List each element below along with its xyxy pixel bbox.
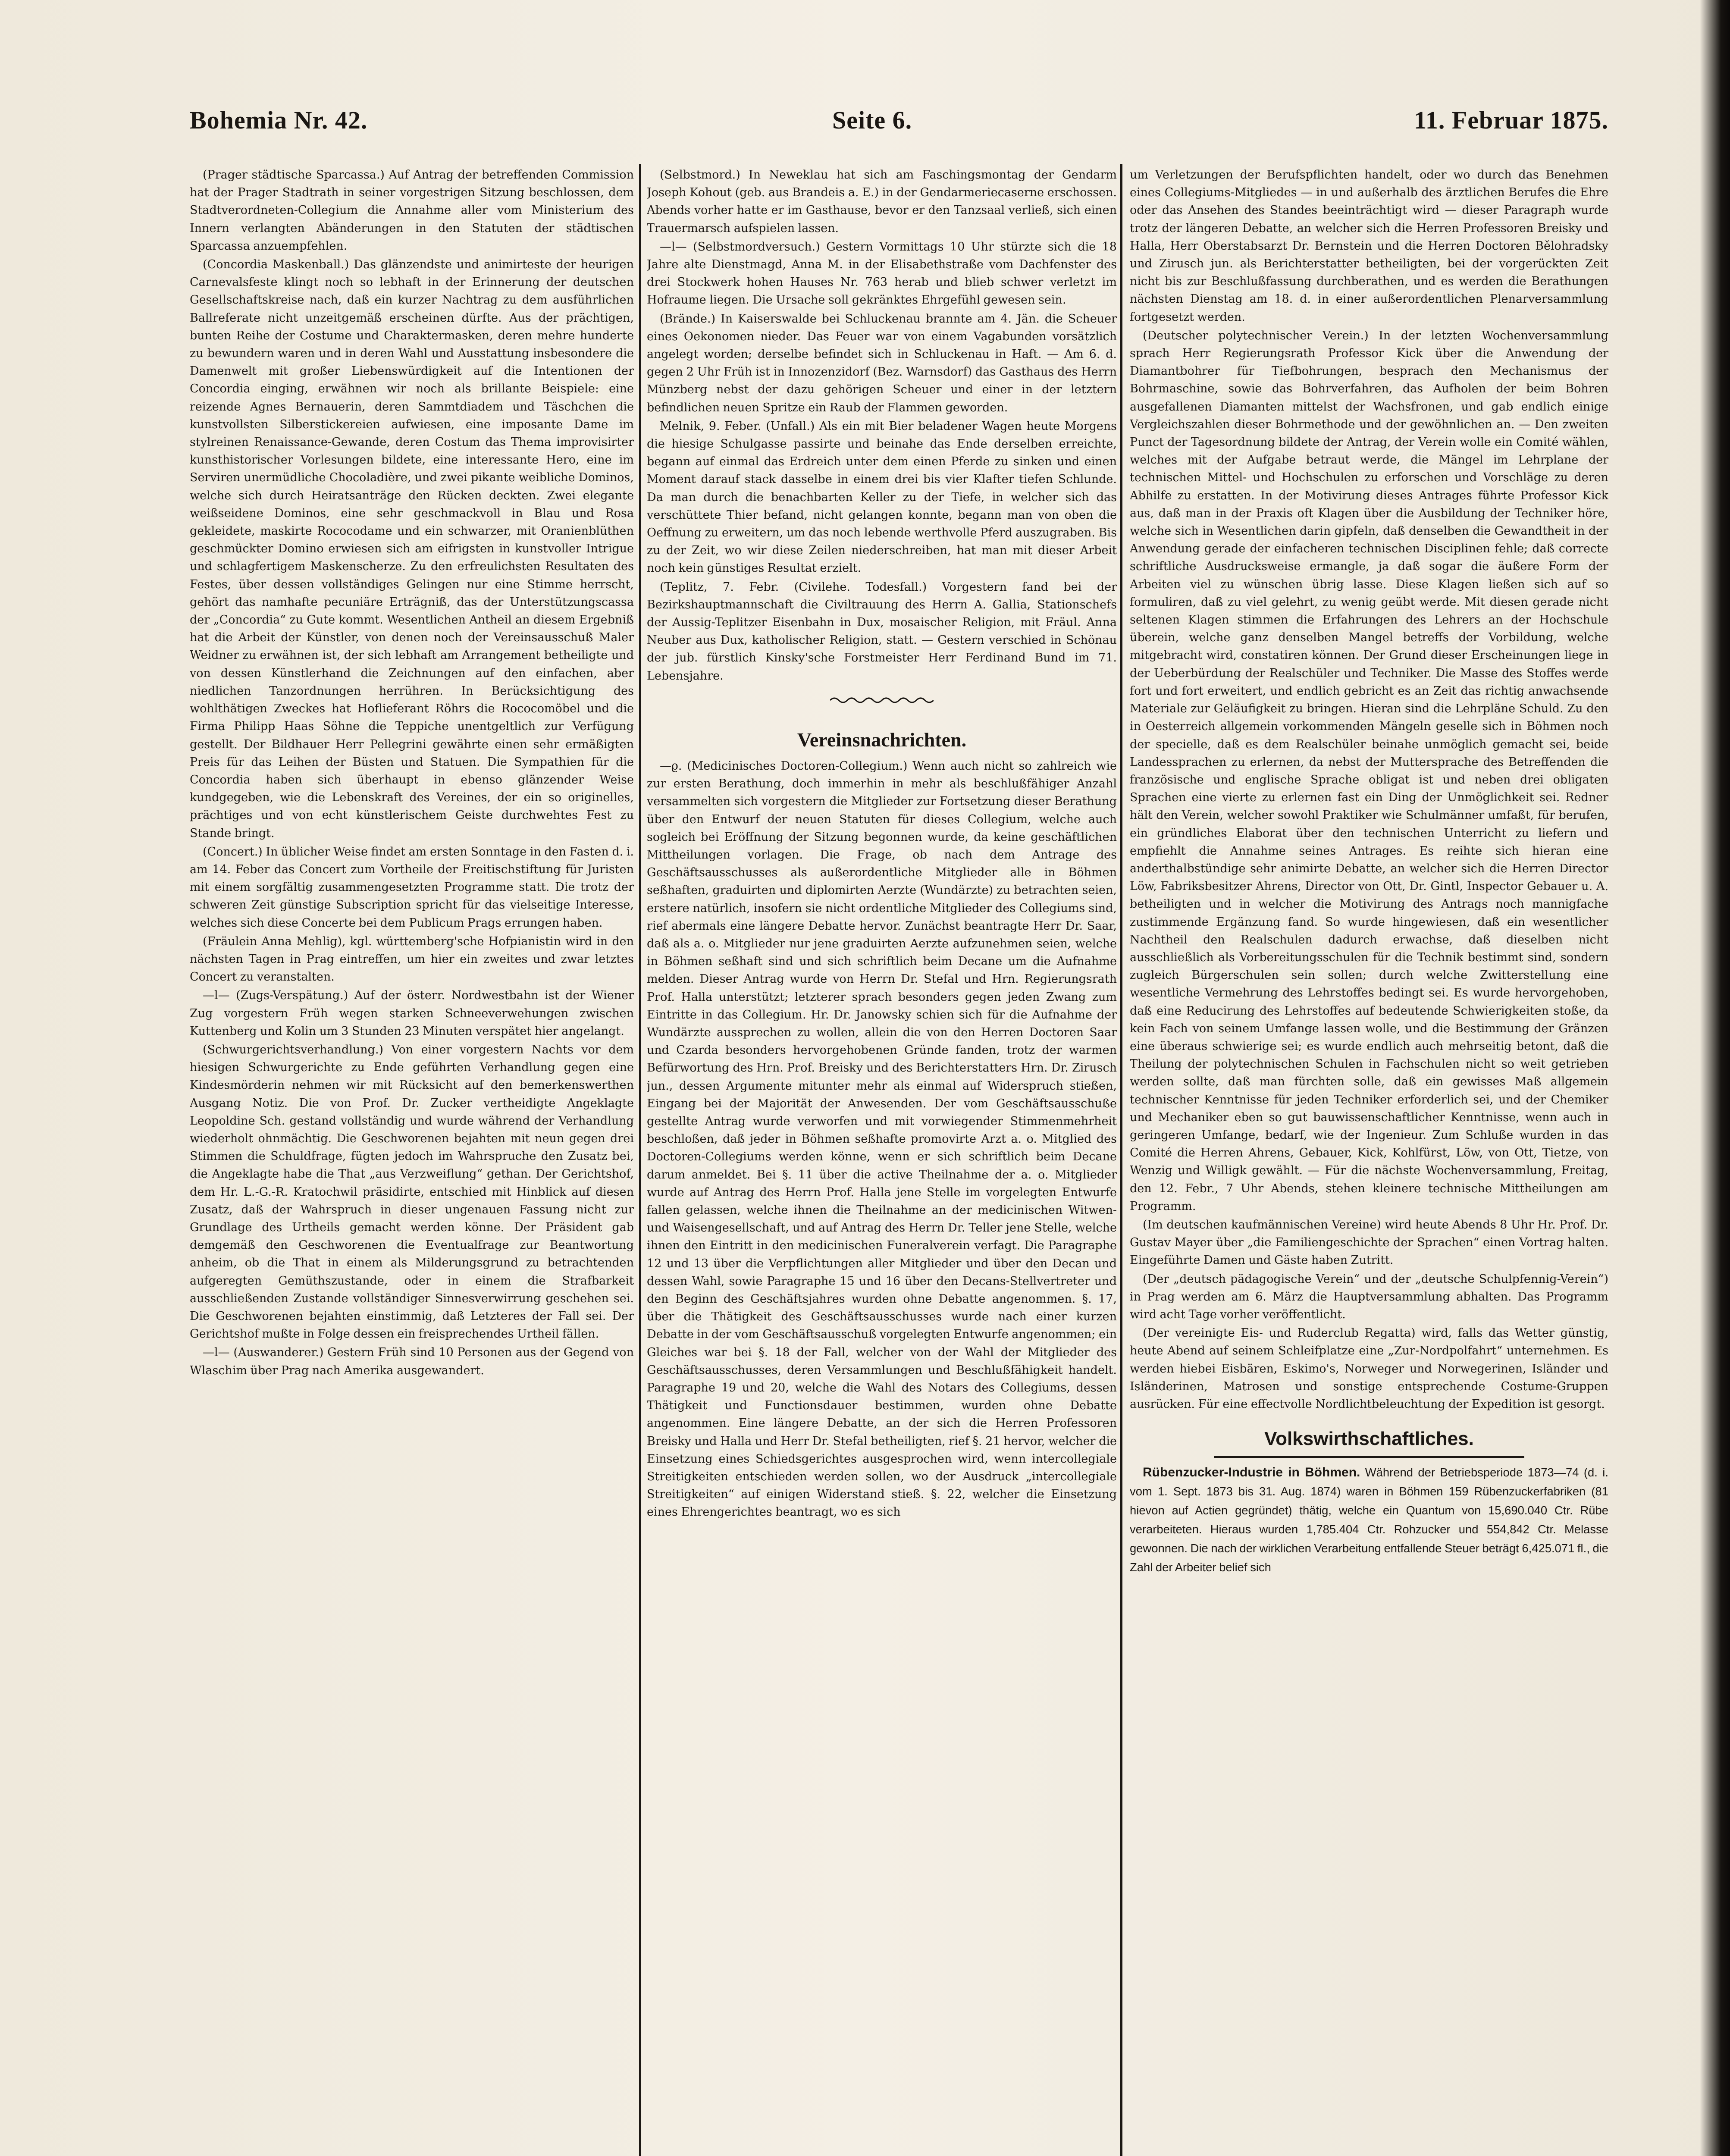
article-fires: (Brände.) In Kaiserswalde bei Schluckenau brannte am 4. Jän. die Scheuer eines Oekonomen nieder. Das Feuer war von einem Vagabunden vorsätzlich angelegt worden; derselbe befindet sich in Schluckenau in Haft. — Am 6. d. gegen 2 Uhr Früh ist in Innozenzidorf (Bez. Warnsdorf) das Gasthaus des Herrn Münzberg nebst der dazu gehörigen Scheuer und einer in der letztern befindlichen neuen Spritze ein Raub der Flammen geworden. [647,312,1117,414]
article-melnik-accident: Melnik, 9. Feber. (Unfall.) Als ein mit Bier beladener Wagen heute Morgens die hiesige Schulgasse passirte und beinahe das Ende derselben erreichte, begann auf einmal das Erdreich unter dem einen Pferde zu sinken und einen Moment darauf stack dasselbe in einem drei bis vier Klafter tiefen Schlunde. Da man durch die benachbarten Keller zu der Tiefe, in welcher sich das verschüttete Thier befand, nicht gelangen konnte, begann man von oben die Oeffnung zu erweitern, um das noch lebende werthvolle Pferd auszugraben. Bis zu der Zeit, wo wir diese Zeilen niederschreiben, hat man mit dieser Arbeit noch kein günstiges Resultat erzielt. [647,419,1117,575]
column-rule-2 [1120,164,1122,2156]
decorative-wave-divider [830,696,934,705]
article-sugar-industry [1130,1463,1608,1577]
masthead-issue: Bohemia Nr. 42. [190,106,368,134]
section-title-underline [1214,1456,1524,1458]
sugar-industry-lead: Rübenzucker-Industrie in Böhmen. [1143,1465,1360,1480]
article-jury-trial: (Schwurgerichtsverhandlung.) Von einer vorgestern Nachts vor dem hiesigen Schwurgerichte zu Ende geführten Verhandlung gegen eine Kindesmörderin nehmen wir mit Rücksicht auf den bemerkenswerthen Ausgang Notiz. Die von Prof. Dr. Zucker vertheidigte Angeklagte Leopoldine Sch. gestand vollständig und wurde während der Verhandlung wiederholt ohnmächtig. Die Geschworenen bejahten mit neun gegen drei Stimmen die Schuldfrage, fügten jedoch im Wahrspruche den Zusatz bei, die Angeklagte habe die That „aus Verzweiflung“ gethan. Der Gerichtshof, dem Hr. L.-G.-R. Kratochwil präsidirte, entschied mit Hinblick auf diesen Zusatz, daß der Wahrspruch in dieser ungenauen Fassung nicht zur Grundlage des Urtheils gemacht werden könne. Der Präsident gab demgemäß den Geschworenen die Eventualfrage zur Beantwortung anheim, ob die That in einem als Milderungsgrund zu betrachtenden aufgeregten Gemüthszustande, oder in einem die Strafbarkeit ausschließenden Zustande vollständiger Sinnesverwirrung geschehen sei. Die Geschworenen bejahten einstimmig, daß Letzteres der Fall sei. Der Gerichtshof mußte in Folge dessen ein freisprechendes Urtheil fällen. [190,1043,634,1341]
article-regatta-club: (Der vereinigte Eis- und Ruderclub Regatta) wird, falls das Wetter günstig, heute Abend auf seinem Schleifplatze eine „Zur-Nordpolfahrt“ unternehmen. Es werden hiebei Eisbären, Eskimo's, Norweger und Norwegerinen, Isländer und Isländerinen, Matrosen und sonstige entsprechende Costume-Gruppen ausrücken. Für eine effectvolle Nordlichtbeleuchtung der Expedition ist gesorgt. [1130,1326,1608,1411]
article-medical-collegium-cont: um Verletzungen der Berufspflichten handelt, oder wo durch das Benehmen eines Collegiums-Mitgliedes — in und außerhalb des ärztlichen Berufes die Ehre oder das Ansehen des Standes beeinträchtigt wird — dieser Paragraph wurde trotz der längeren Debatte, an welcher sich die Herren Professoren Breisky und Halla, Herr Oberstabsarzt Dr. Bernstein und die Herren Doctoren Bělohradsky und Zirusch jun. als Berichterstatter betheiligten, bei der vorgerückten Zeit nicht bis zur Beschlußfassung durchberathen, und es werden die Berathungen nächsten Dienstag am 18. d. in einer außerordentlichen Plenarversammlung fortgesetzt werden. [1130,168,1608,324]
issue-date: 11. Februar 1875. [1414,106,1608,134]
article-prague-savings: (Prager städtische Sparcassa.) Auf Antrag der betreffenden Commission hat der Prager Stadtrath in seiner vorgestrigen Sitzung beschlossen, dem Stadtverordneten-Collegium die Annahme aller vom Ministerium des Innern verlangten Abänderungen in den Statuten der städtischen Sparcassa anzuempfehlen. [190,168,634,253]
section-title-volkswirthschaftliches: Volkswirthschaftliches. [1264,1428,1474,1450]
article-merchants-association: (Im deutschen kaufmännischen Vereine) wird heute Abends 8 Uhr Hr. Prof. Dr. Gustav Mayer über „die Familiengeschichte der Sprachen“ einen Vortrag halten. Eingeführte Damen und Gäste haben Zutritt. [1130,1218,1608,1267]
article-suicide-attempt: —l— (Selbstmordversuch.) Gestern Vormittags 10 Uhr stürzte sich die 18 Jahre alte Dienstmagd, Anna M. in der Elisabethstraße vom Dachfenster des drei Stockwerk hohen Hauses Nr. 763 herab und blieb schwer verletzt im Hofraume liegen. Die Ursache soll gekränktes Ehrgefühl gewesen sein. [647,240,1117,307]
column-1 [190,166,634,2156]
article-emigrants: —l— (Auswanderer.) Gestern Früh sind 10 Personen aus der Gegend von Wlaschim über Prag nach Amerika ausgewandert. [190,1346,634,1377]
article-suicide: (Selbstmord.) In Neweklau hat sich am Faschingsmontag der Gendarm Joseph Kohout (geb. aus Brandeis a. E.) in der Gendarmeriecaserne erschossen. Abends vorher hatte er im Gasthause, bevor er den Tanzsaal verließ, sich einen Trauermarsch aufspielen lassen. [647,168,1117,235]
sugar-industry-body: Während der Betriebsperiode 1873—74 (d. i. vom 1. Sept. 1873 bis 31. Aug. 1874) waren in Böhmen 159 Rübenzuckerfabriken (81 hievon auf Actien gegründet) thätig, welche ein Quantum von 15,690.040 Ctr. Rübe verarbeiteten. Hieraus wurden 1,785.404 Ctr. Rohzucker und 554,842 Ctr. Melasse gewonnen. Die nach der wirklichen Verarbeitung entfallende Steuer beträgt 6,425.071 fl., die Zahl der Arbeiter belief sich [1130,1466,1608,1574]
scan-edge-shadow [1700,0,1730,2156]
article-pedagogic-association: (Der „deutsch pädagogische Verein“ und der „deutsche Schulpfennig-Verein“) in Prag werden am 6. März die Hauptversammlung abhalten. Das Programm wird acht Tage vorher veröffentlicht. [1130,1272,1608,1321]
article-teplitz: (Teplitz, 7. Febr. (Civilehe. Todesfall.) Vorgestern fand bei der Bezirkshauptmannschaft die Civiltrauung des Herrn A. Gallia, Stationschefs der Aussig-Teplitzer Eisenbahn in Dux, mosaischer Religion, mit Fräul. Anna Neuber aus Dux, katholischer Religion, statt. — Gestern verschied in Schönau der jub. fürstlich Kinsky'sche Forstmeister Herr Ferdinand Bund im 71. Lebensjahre. [647,580,1117,683]
column-2 [647,166,1117,2156]
page-number: Seite 6. [832,106,912,134]
page-header [190,106,1608,144]
article-anna-mehlig: (Fräulein Anna Mehlig), kgl. württemberg'sche Hofpianistin wird in den nächsten Tagen in Prag eintreffen, um hier ein zweites und zwar letztes Concert zu veranstalten. [190,934,634,984]
article-train-delay: —l— (Zugs-Verspätung.) Auf der österr. Nordwestbahn ist der Wiener Zug vorgestern Früh wegen starken Schneeverwehungen zwischen Kuttenberg und Kolin um 3 Stunden 23 Minuten verspätet hier angelangt. [190,989,634,1038]
article-medical-collegium: —ϱ. (Medicinisches Doctoren-Collegium.) Wenn auch nicht so zahlreich wie zur ersten Berathung, doch immerhin in mehr als beschlußfähiger Anzahl versammelten sich vorgestern die Mitglieder zur Fortsetzung dieser Berathung über den Entwurf der neuen Statuten für dieses Collegium, welche auch sogleich bei Eröffnung der Sitzung begonnen wurde, da keine geschäftlichen Mittheilungen vorlagen. Die Frage, ob nach dem Antrage des Geschäftsausschusses als außerordentliche Mitglieder alle in Böhmen seßhaften, graduirten und diplomirten Aerzte (Wundärzte) zu betrachten seien, erstere natürlich, insofern sie nicht ordentliche Mitglieder des Collegiums sind, rief abermals eine längere Debatte hervor. Zunächst beantragte Herr Dr. Saar, daß als a. o. Mitglieder nur jene graduirten Aerzte aufzunehmen seien, welche in Böhmen seßhaft sind und sich schriftlich beim Decane um die Aufnahme melden. Dieser Antrag wurde von Herrn Dr. Stefal und Hrn. Regierungsrath Prof. Halla unterstützt; letzterer sprach besonders gegen jeden Zwang zum Eintritte in das Collegium. Hr. Dr. Janowsky schien sich für die Aufnahme der Wundärzte aussprechen zu wollen, allein die von den Herren Doctoren Saar und Czarda besonders hervorgehobenen Gründe fanden, trotz der warmen Befürwortung des Hrn. Prof. Breisky und des Berichterstatters Hrn. Dr. Zirusch jun., dessen Argumente mitunter mehr als einmal auf Widerspruch stießen, Eingang bei der Majorität der Anwesenden. Der vom Geschäftsausschuße gestellte Antrag wurde verworfen und mit vorwiegender Stimmenmehrheit beschloßen, daß jeder in Böhmen seßhafte promovirte Arzt a. o. Mitglied des Doctoren-Collegiums werden könne, wenn er sich schriftlich beim Decane darum anmeldet. Bei §. 11 über die active Theilnahme der a. o. Mitglieder wurde auf Antrag des Herrn Prof. Halla jene Stelle im vorgelegten Entwurfe fallen gelassen, welche ihnen die Theilnahme an der medicinischen Witwen- und Waisengesellschaft, und auf Antrag des Herrn Dr. Teller jene Stelle, welche ihnen den Eintritt in den medicinischen Funeralverein verfagt. Die Paragraphe 12 und 13 über die Verpflichtungen aller Mitglieder und über den Decan und dessen Wahl, sowie Paragraphe 15 und 16 über den Decans-Stellvertreter und den Beginn des Geschäftsjahres wurden ohne Debatte angenommen. §. 17, über die Thätigkeit des Geschäftsausschusses wurde nach einer kurzen Debatte in der vom Geschäftsausschuß vorgelegten Entwurfe angenommen; ein Gleiches war bei §. 18 der Fall, welcher von der Wahl der Mitglieder des Geschäftsausschusses, deren Versammlungen und Beschlußfähigkeit handelt. Paragraphe 19 und 20, welche die Wahl des Notars des Collegiums, dessen Thätigkeit und Functionsdauer bestimmen, wurden ohne Debatte angenommen. Eine längere Debatte, an der sich die Herren Professoren Breisky und Halla und Herr Dr. Stefal betheiligten, rief §. 21 hervor, welcher die Einsetzung eines Schiedsgerichtes ausgesprochen wird, wenn intercollegiale Streitigkeiten entschieden werden sollen, wo der Ausdruck „intercollegiale Streitigkeiten“ auf einigen Widerstand stieß. §. 22, welcher die Einsetzung eines Ehrengerichtes beantragt, wo es sich [647,759,1117,1519]
column-3 [1130,166,1608,2156]
section-title-vereinsnachrichten: Vereinsnachrichten. [797,728,967,751]
column-rule-1 [639,164,641,2156]
article-concordia-ball: (Concordia Maskenball.) Das glänzendste und animirteste der heurigen Carnevalsfeste klingt noch so lebhaft in der Erinnerung der deutschen Gesellschaftskreise nach, daß ein kurzer Nachtrag zu dem ausführlichen Ballreferate nicht unzeitgemäß erscheinen dürfte. Aus der prächtigen, bunten Reihe der Costume und Charaktermasken, deren mehre hunderte zu bewundern waren und in deren Wahl und Ausstattung insbesondere die Damenwelt mit großer Liebenswürdigkeit auf die Intentionen der Concordia einging, erwähnen wir noch als brillante Beispiele: eine reizende Agnes Bernauerin, deren Sammtdiadem und Täschchen die kunstvollsten Silberstickereien aufwiesen, eine imposante Dame im stylreinen Renaissance-Gewande, deren Costum das Thema improvisirter kunsthistorischer Vorlesungen bildete, eine interessante Hero, eine im Serviren unermüdliche Chocoladière, und zwei pikante weibliche Dominos, welche sich durch Heiratsanträge den Rücken deckten. Zwei elegante weißseidene Dominos, eine sehr geschmackvoll in Blau und Rosa gekleidete, maskirte Rococodame und ein schwarzer, mit Oranienblüthen geschmückter Domino erwiesen sich am eifrigsten in kunstvoller Intrigue und schlagfertigem Maskenscherze. Zu den erfreulichsten Resultaten des Festes, über dessen vollständiges Gelingen nur eine Stimme herrscht, gehört das namhafte pecuniäre Erträgniß, das der Unterstützungscassa der „Concordia“ zu Gute kommt. Wesentlichen Antheil an diesem Ergebniß hat die Arbeit der Künstler, von denen noch der Vereinsausschuß Maler Weidner zu erwähnen ist, der sich lebhaft am Arrangement betheiligte und von dessen Künstlerhand die Zeichnungen auf den einfachen, aber niedlichen Tanzordnungen herrühren. In Berücksichtigung des wohlthätigen Zweckes hat Hoflieferant Röhrs die Rococomöbel und die Firma Philipp Haas Söhne die Teppiche unentgeltlich zur Verfügung gestellt. Der Bildhauer Herr Pellegrini gewährte einen sehr ermäßigten Preis für das Leihen der Büsten und Statuen. Die Sympathien für die Concordia haben sich überhaupt in ebenso glänzender Weise kundgegeben, wie die Lebenskraft des Vereines, der ein so originelles, prächtiges und von echt künstlerischem Geiste durchwehtes Fest zu Stande bringt. [190,258,634,840]
article-polytechnic-association: (Deutscher polytechnischer Verein.) In der letzten Wochenversammlung sprach Herr Regierungsrath Professor Kick über die Anwendung der Diamantbohrer für Tiefbohrungen, besprach den Mechanismus der Bohrmaschine, sowie das Bohrverfahren, das Aufholen der beim Bohren ausgefallenen Diamanten mittelst der Wachsfronen, und gab endlich einige Vergleichszahlen dieser Bohrmethode und der gewöhnlichen an. — Den zweiten Punct der Tagesordnung bildete der Antrag, der Verein wolle ein Comité wählen, welches mit der Aufgabe betraut werde, die Mängel im Lehrplane der technischen Mittel- und Hochschulen zu erforschen und Vorschläge zu deren Abhilfe zu erstatten. In der Motivirung dieses Antrages führte Professor Kick aus, daß man in der Praxis oft Klagen über die Ausbildung der Techniker höre, welche sich in Wesentlichen darin gipfeln, daß denselben die Gewandtheit in der Anwendung gerade der einfacheren technischen Disciplinen fehle; daß correcte schriftliche Ausdrucksweise ermangle, ja daß sogar die äußere Form der Arbeiten viel zu wünschen übrig lasse. Diese Klagen ließen sich auf so formuliren, daß zu viel gelehrt, zu wenig geübt werde. Mit diesen gerade nicht seltenen Klagen stimmen die Erfahrungen des Lehrers an der Hochschule überein, welche ganz denselben Mangel betreffs der Vorbildung, welche mitgebracht wird, constatiren können. Der Grund dieser Erscheinungen liege in der Ueberbürdung der Realschüler und Techniker. Die Masse des Stoffes werde fort und fort erweitert, und endlich gebricht es an Zeit das richtig anwachsende Materiale zur Geläufigkeit zu bringen. Hieran sind die Lehrpläne Schuld. Zu den in Oesterreich allgemein vorkommenden Mängeln geselle sich in Böhmen noch der specielle, daß es dem Realschüler beinahe unmöglich gemacht sei, beide Landessprachen zu erlernen, da nebst der Muttersprache des Betreffenden die französische und englische Sprache obligat ist und neben drei obligaten Sprachen eine vierte zu erlernen fast ein Ding der Unmöglichkeit sei. Redner hält den Verein, welcher sowohl Praktiker wie Schulmänner umfaßt, für berufen, ein gründliches Elaborat über den technischen Unterricht zu liefern und empfiehlt die Annahme seines Antrages. Es reihte sich hieran eine anderthalbstündige sehr animirte Debatte, an welcher sich die Herren Director Löw, Fabriksbesitzer Ahrens, Director von Ott, Dr. Gintl, Inspector Gebauer u. A. betheiligten und in welcher die Motivirung des Antrags noch mannigfache zustimmende Ergänzung fand. So wurde hingewiesen, daß ein wesentlicher Nachtheil den Realschulen dadurch erwachse, daß dieselben nicht ausschließlich als Vorbereitungsschulen für die Technik bestimmt sind, sondern zugleich Bürgerschulen sein sollen; durch welche Zwitterstellung eine wesentliche Vermehrung des Lehrstoffes bedingt sei. Es wurde hervorgehoben, daß eine Reducirung des Lehrstoffes auf bedeutende Schwierigkeiten stoße, da kein Fach von seinem Umfange lassen wolle, und die Bestimmung der Gränzen eine überaus schwierige sei; es wurde endlich auch mehrseitig betont, daß die Theilung der polytechnischen Schulen in Fachschulen nicht so weit getrieben werden sollte, daß man fürchten solle, daß ein gewisses Maß allgemein technischer Kenntnisse für jeden Techniker erforderlich sei, und der Chemiker und Mechaniker eben so gut bauwissenschaftlicher Kenntnisse, wenn auch in geringeren Umfange, bedarf, wie der Ingenieur. Zum Schluße wurden in das Comité die Herren Ahrens, Gebauer, Kick, Kohlfürst, Löw, von Ott, Tietze, von Wenzig und Willigk gewählt. — Für die nächste Wochenversammlung, Freitag, den 12. Febr., 7 Uhr Abends, stehen kleinere technische Mittheilungen am Programm. [1130,329,1608,1213]
article-concert: (Concert.) In üblicher Weise findet am ersten Sonntage in den Fasten d. i. am 14. Feber das Concert zum Vortheile der Freitischstiftung für Juristen mit einem sorgfältig zusammengesetzten Programme statt. Die trotz der schweren Zeit günstige Subscription spricht für das vielseitige Interesse, welches sich diese Concerte bei dem Publicum Prags errungen haben. [190,845,634,930]
